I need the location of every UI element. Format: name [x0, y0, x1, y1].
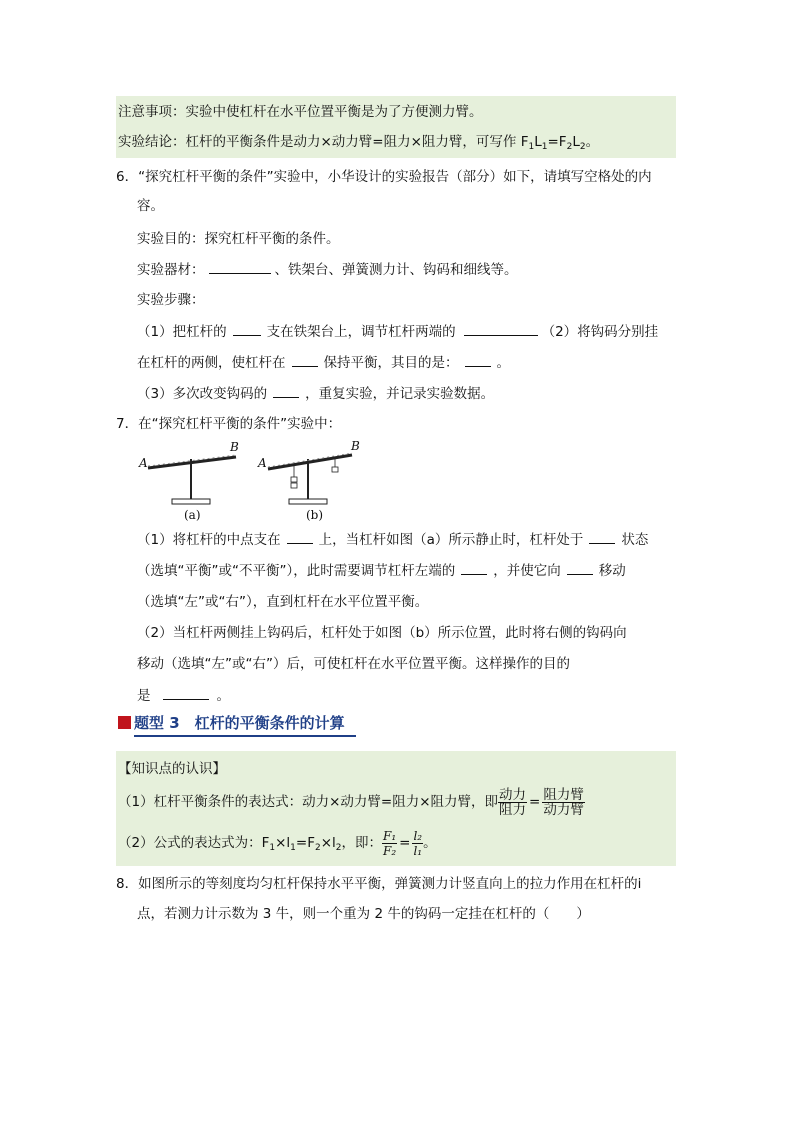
knowledge-line1: （1）杠杆平衡条件的表达式：动力×动力臂=阻力×阻力臂，即 $\frac{\text{动力}}{\text{阻力}}$ = $\frac{\text{阻力臂}}{\text{动力臂}}$	[118, 786, 584, 818]
knowledge-line2: （2）公式的表达式为：$F_1\times l_1=F_2\times l_2$，即： $\frac{\text{F₁}}{\text{F₂}}$ = $\frac{\text{l₂}}{\text{l₁}}$ 。	[118, 828, 437, 858]
lever-figure-a	[138, 440, 239, 522]
stand-base-b	[289, 499, 327, 504]
q6-purpose: 实验目的：探究杠杆平衡的条件。	[137, 231, 340, 247]
q8-line1: 8．如图所示的等刻度均匀杠杆保持水平平衡，弹簧测力计竖直向上的拉力作用在杠杆的i	[116, 876, 642, 892]
answer-blank[interactable]	[461, 560, 487, 575]
hook-weight-right	[332, 467, 338, 472]
label-b-figb: B	[351, 439, 360, 453]
q6-step2: 在杠杆的两侧，使杠杆在 保持平衡，其目的是： 。	[137, 352, 510, 373]
caption-a: (a)	[184, 508, 201, 522]
q6-equipment: 实验器材： 、铁架台、弹簧测力计、钩码和细线等。	[137, 259, 518, 280]
answer-blank[interactable]	[287, 529, 313, 544]
answer-blank[interactable]	[163, 685, 209, 700]
fraction-arm: $\frac{\text{阻力臂}}{\text{动力臂}}$	[543, 786, 584, 818]
q6-step3: （3）多次改变钩码的 ，重复实验，并记录实验数据。	[137, 383, 494, 404]
answer-blank[interactable]	[273, 383, 299, 398]
attention-note: 注意事项：实验中使杠杆在水平位置平衡是为了方便测力臂。	[118, 104, 483, 120]
fraction-f: $\frac{\text{F₁}}{\text{F₂}}$	[383, 828, 397, 858]
caption-b: (b)	[306, 508, 324, 522]
label-a-figb: A	[258, 456, 267, 470]
q7-part1-line3: （选填“左”或“右”），直到杠杆在水平位置平衡。	[137, 594, 429, 610]
conclusion-note: 实验结论：杠杆的平衡条件是动力×动力臂=阻力×阻力臂，可写作 $F_1L_1=F_2L_2$。	[118, 134, 600, 152]
answer-blank[interactable]	[292, 352, 318, 367]
lever-figure	[136, 437, 366, 523]
answer-blank[interactable]	[465, 352, 491, 367]
section-heading: 题型 3 杠杆的平衡条件的计算	[134, 714, 345, 732]
q7-part1-line1: （1）将杠杆的中点支在 上，当杠杆如图（a）所示静止时，杠杆处于 状态	[137, 529, 648, 550]
q6-steps-label: 实验步骤：	[137, 292, 205, 308]
q6-step1: （1）把杠杆的 支在铁架台上，调节杠杆两端的 （2）将钩码分别挂	[137, 321, 658, 342]
label-a-figa: A	[139, 456, 148, 470]
fraction-force: $\frac{\text{动力}}{\text{阻力}}$	[499, 786, 527, 818]
answer-blank[interactable]	[209, 259, 271, 274]
q7-part2-line3: 是 。	[137, 685, 230, 706]
q8-line2: 点，若测力计示数为 3 牛，则一个重为 2 牛的钩码一定挂在杠杆的（ ）	[137, 906, 590, 922]
q7-part2-line2: 移动（选填“左”或“右”）后，可使杠杆在水平位置平衡。这样操作的目的	[137, 656, 570, 672]
q7-line1: 7．在“探究杠杆平衡的条件”实验中：	[116, 416, 342, 432]
q6-line2: 容。	[137, 198, 164, 214]
answer-blank[interactable]	[589, 529, 615, 544]
knowledge-title: 【知识点的认识】	[118, 761, 226, 777]
lever-figure-b	[257, 439, 360, 522]
q7-part2-line1: （2）当杠杆两侧挂上钩码后，杠杆处于如图（b）所示位置，此时将右侧的钩码向	[137, 625, 627, 641]
q6-line1: 6．“探究杠杆平衡的条件”实验中，小华设计的实验报告（部分）如下，请填写空格处的内	[116, 169, 652, 185]
stand-base-a	[172, 499, 210, 504]
heading-marker	[118, 716, 131, 729]
heading-underline	[134, 735, 356, 737]
answer-blank[interactable]	[464, 321, 538, 336]
hook-weight-left-1	[291, 477, 297, 482]
q7-part1-line2: （选填“平衡”或“不平衡”），此时需要调节杠杆左端的 ，并使它向 移动	[137, 560, 626, 581]
answer-blank[interactable]	[233, 321, 261, 336]
fraction-l: $\frac{\text{l₂}}{\text{l₁}}$	[413, 828, 423, 858]
label-b-figa: B	[230, 440, 239, 454]
lever-bar-b	[268, 455, 352, 469]
hook-weight-left-2	[291, 483, 297, 488]
answer-blank[interactable]	[567, 560, 593, 575]
